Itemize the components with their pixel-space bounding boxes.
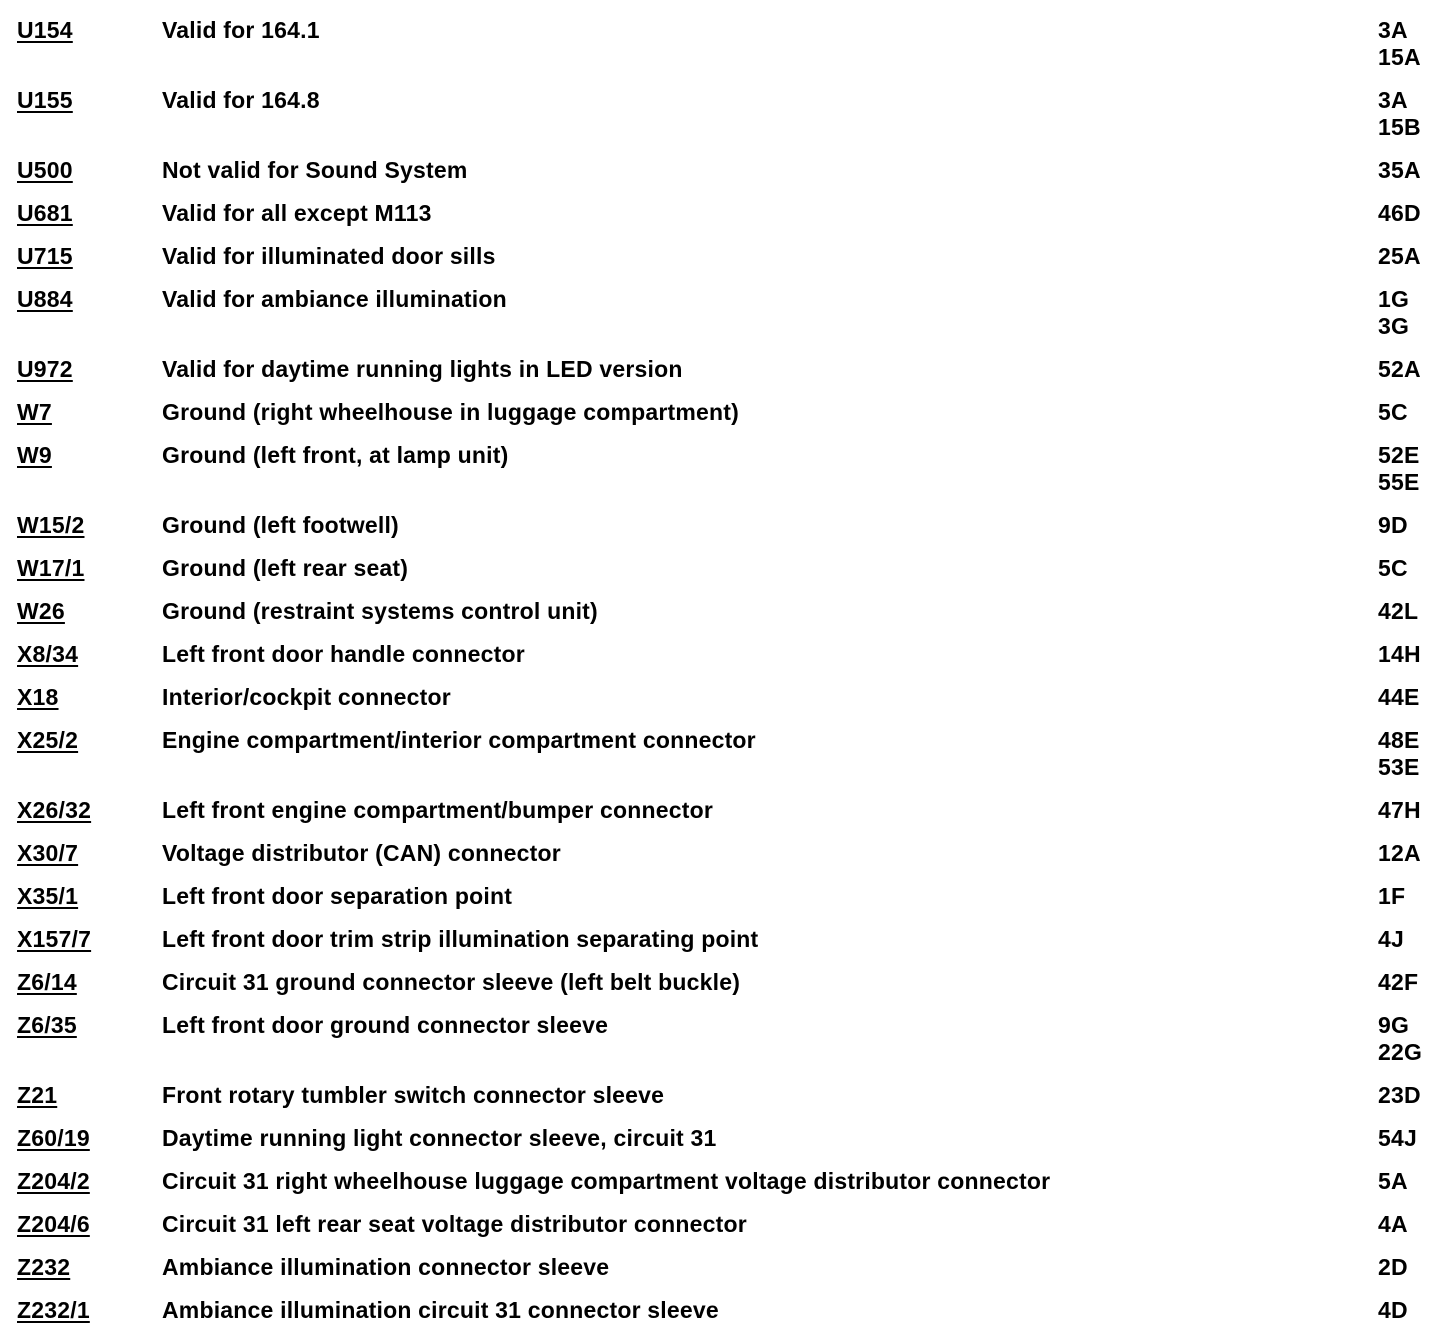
grid-location-list	[1378, 797, 1421, 824]
component-code-link[interactable]: Z232	[17, 1254, 71, 1280]
grid-location: 23D	[1378, 1082, 1421, 1108]
component-code-link[interactable]: X8/34	[17, 641, 79, 667]
component-description: Left front door trim strip illumination separating point	[162, 926, 759, 952]
component-description: Left front door separation point	[162, 883, 513, 909]
component-description: Ambiance illumination circuit 31 connector sleeve	[162, 1297, 719, 1323]
grid-location-list	[1378, 598, 1418, 625]
table-row	[17, 598, 1437, 641]
component-code-link[interactable]: Z60/19	[17, 1125, 90, 1151]
grid-location: 52E	[1378, 442, 1420, 468]
grid-location: 4D	[1378, 1297, 1408, 1323]
component-code-link[interactable]: X30/7	[17, 840, 79, 866]
component-description: Circuit 31 ground connector sleeve (left belt buckle)	[162, 969, 741, 995]
grid-location: 3G	[1378, 313, 1410, 339]
grid-location-list	[1378, 157, 1421, 184]
table-row	[17, 243, 1437, 286]
component-description: Interior/cockpit connector	[162, 684, 451, 710]
grid-location-list	[1378, 200, 1421, 227]
table-row	[17, 442, 1437, 512]
grid-location-list	[1378, 555, 1408, 582]
grid-location: 14H	[1378, 641, 1421, 667]
table-row	[17, 286, 1437, 356]
table-row	[17, 1012, 1437, 1082]
table-row	[17, 1254, 1437, 1297]
grid-location: 4J	[1378, 926, 1404, 952]
grid-location: 12A	[1378, 840, 1421, 866]
grid-location: 47H	[1378, 797, 1421, 823]
grid-location-list	[1378, 684, 1420, 711]
component-description: Voltage distributor (CAN) connector	[162, 840, 561, 866]
table-row	[17, 1297, 1437, 1340]
table-row	[17, 926, 1437, 969]
grid-location-list	[1378, 512, 1408, 539]
component-code-link[interactable]: X35/1	[17, 883, 79, 909]
component-description: Engine compartment/interior compartment connector	[162, 727, 756, 753]
table-row	[17, 1211, 1437, 1254]
grid-location-list	[1378, 883, 1405, 910]
component-code-link[interactable]: U715	[17, 243, 73, 269]
grid-location-list	[1378, 356, 1421, 383]
grid-location: 9D	[1378, 512, 1408, 538]
component-description: Left front door handle connector	[162, 641, 525, 667]
table-row	[17, 840, 1437, 883]
component-code-link[interactable]: X18	[17, 684, 59, 710]
component-description: Valid for illuminated door sills	[162, 243, 496, 269]
grid-location: 1F	[1378, 883, 1406, 909]
grid-location-list	[1378, 17, 1421, 71]
grid-location-list	[1378, 969, 1418, 996]
component-description: Circuit 31 right wheelhouse luggage compartment voltage distributor connector	[162, 1168, 1051, 1194]
component-description: Valid for 164.8	[162, 87, 320, 113]
table-row	[17, 555, 1437, 598]
component-code-link[interactable]: U155	[17, 87, 73, 113]
component-description: Ground (left footwell)	[162, 512, 399, 538]
component-code-link[interactable]: X157/7	[17, 926, 92, 952]
grid-location-list	[1378, 1012, 1422, 1066]
component-legend-table	[17, 17, 1437, 1340]
grid-location: 5A	[1378, 1168, 1408, 1194]
component-code-link[interactable]: W17/1	[17, 555, 85, 581]
grid-location: 35A	[1378, 157, 1421, 183]
grid-location: 53E	[1378, 754, 1420, 780]
component-description: Ground (left rear seat)	[162, 555, 409, 581]
table-row	[17, 512, 1437, 555]
component-code-link[interactable]: U500	[17, 157, 73, 183]
table-row	[17, 200, 1437, 243]
grid-location-list	[1378, 727, 1420, 781]
grid-location-list	[1378, 1168, 1408, 1195]
grid-location: 3A	[1378, 87, 1408, 113]
component-description: Valid for all except M113	[162, 200, 432, 226]
grid-location-list	[1378, 243, 1421, 270]
grid-location-list	[1378, 1211, 1408, 1238]
component-code-link[interactable]: W26	[17, 598, 65, 624]
component-description: Ground (right wheelhouse in luggage compartment)	[162, 399, 739, 425]
component-description: Daytime running light connector sleeve, circuit 31	[162, 1125, 717, 1151]
component-code-link[interactable]: Z6/14	[17, 969, 77, 995]
component-code-link[interactable]: X25/2	[17, 727, 79, 753]
grid-location-list	[1378, 87, 1421, 141]
table-row	[17, 969, 1437, 1012]
table-row	[17, 157, 1437, 200]
component-code-link[interactable]: X26/32	[17, 797, 92, 823]
component-code-link[interactable]: W7	[17, 399, 52, 425]
table-row	[17, 356, 1437, 399]
grid-location: 15A	[1378, 44, 1421, 70]
component-code-link[interactable]: Z204/6	[17, 1211, 90, 1237]
grid-location-list	[1378, 1297, 1408, 1324]
table-row	[17, 727, 1437, 797]
grid-location-list	[1378, 399, 1408, 426]
grid-location: 54J	[1378, 1125, 1417, 1151]
component-code-link[interactable]: U681	[17, 200, 73, 226]
grid-location: 42F	[1378, 969, 1419, 995]
component-description: Left front engine compartment/bumper connector	[162, 797, 714, 823]
grid-location-list	[1378, 286, 1409, 340]
component-description: Ground (left front, at lamp unit)	[162, 442, 509, 468]
component-description: Ground (restraint systems control unit)	[162, 598, 598, 624]
table-row	[17, 883, 1437, 926]
grid-location: 5C	[1378, 555, 1408, 581]
table-row	[17, 641, 1437, 684]
grid-location: 3A	[1378, 17, 1408, 43]
grid-location: 25A	[1378, 243, 1421, 269]
component-code-link[interactable]: W9	[17, 442, 52, 468]
component-description: Not valid for Sound System	[162, 157, 468, 183]
component-code-link[interactable]: U884	[17, 286, 73, 312]
table-row	[17, 17, 1437, 87]
table-row	[17, 399, 1437, 442]
table-row	[17, 1168, 1437, 1211]
grid-location: 52A	[1378, 356, 1421, 382]
table-row	[17, 797, 1437, 840]
grid-location: 44E	[1378, 684, 1420, 710]
grid-location: 46D	[1378, 200, 1421, 226]
component-code-link[interactable]: W15/2	[17, 512, 85, 538]
grid-location: 48E	[1378, 727, 1420, 753]
component-description: Valid for 164.1	[162, 17, 320, 43]
table-row	[17, 87, 1437, 157]
component-description: Left front door ground connector sleeve	[162, 1012, 609, 1038]
grid-location: 42L	[1378, 598, 1419, 624]
grid-location-list	[1378, 442, 1420, 496]
component-description: Valid for daytime running lights in LED version	[162, 356, 683, 382]
table-row	[17, 684, 1437, 727]
grid-location-list	[1378, 926, 1404, 953]
component-description: Circuit 31 left rear seat voltage distributor connector	[162, 1211, 747, 1237]
component-code-link[interactable]: Z204/2	[17, 1168, 90, 1194]
grid-location: 15B	[1378, 114, 1421, 140]
grid-location: 9G	[1378, 1012, 1410, 1038]
component-code-link[interactable]: Z6/35	[17, 1012, 77, 1038]
component-description: Ambiance illumination connector sleeve	[162, 1254, 610, 1280]
grid-location-list	[1378, 1082, 1421, 1109]
grid-location: 5C	[1378, 399, 1408, 425]
component-code-link[interactable]: Z232/1	[17, 1297, 90, 1323]
table-row	[17, 1125, 1437, 1168]
grid-location: 2D	[1378, 1254, 1408, 1280]
grid-location-list	[1378, 1125, 1417, 1152]
component-description: Valid for ambiance illumination	[162, 286, 507, 312]
grid-location: 22G	[1378, 1039, 1423, 1065]
grid-location: 4A	[1378, 1211, 1408, 1237]
component-code-link[interactable]: Z21	[17, 1082, 58, 1108]
component-code-link[interactable]: U972	[17, 356, 73, 382]
component-description: Front rotary tumbler switch connector sleeve	[162, 1082, 665, 1108]
grid-location-list	[1378, 1254, 1408, 1281]
grid-location: 55E	[1378, 469, 1420, 495]
component-code-link[interactable]: U154	[17, 17, 73, 43]
grid-location-list	[1378, 641, 1421, 668]
grid-location: 1G	[1378, 286, 1410, 312]
grid-location-list	[1378, 840, 1421, 867]
table-row	[17, 1082, 1437, 1125]
